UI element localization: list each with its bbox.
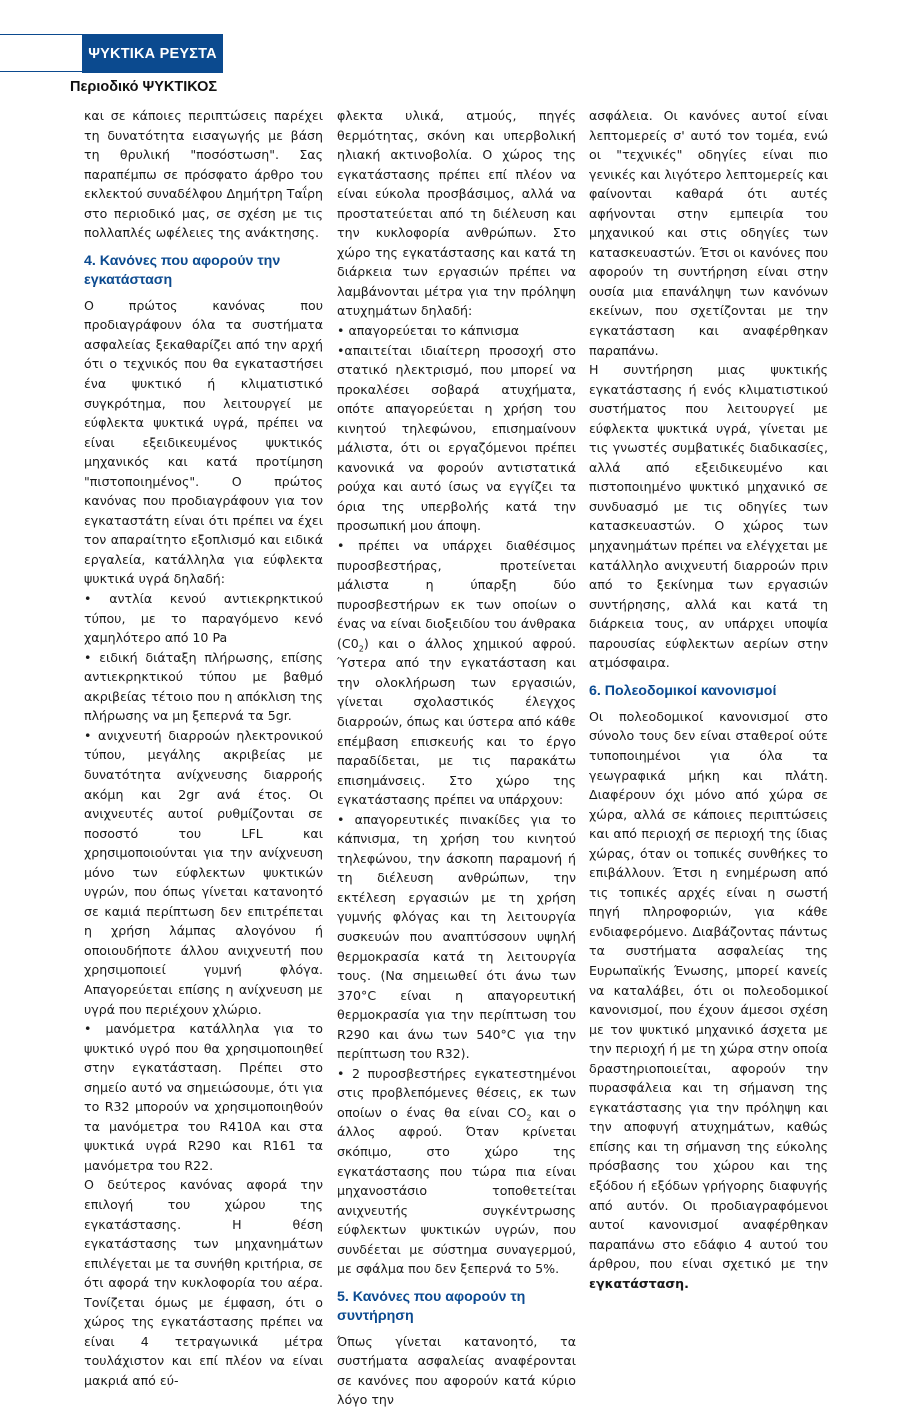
bullet-signs: • απαγορευτικές πινακίδες για το κάπνισμα, τη χρήση του κινητού τηλεφώνου, την άσκοπη παραμονή ή τη διέλευση ανθρώπων, την εκτέλεση εργασιών με τη χρήση γυμνής φλόγας και τη λειτουργία συσκευών που αναπτύσσουν υψηλή θερμοκρασία κατά τη λειτουργία τους. (Να σημειωθεί ότι άνω των 370°C είναι η απαγορευτική θερμοκρασία για την περίπτωση του R290 και άνω των 540°C για την περίπτωση του R32). (337, 810, 576, 1064)
bullet-two-extinguishers (337, 1064, 576, 1279)
bullet-static: •απαιτείται ιδιαίτερη προσοχή στο στατικό ηλεκτρισμό, που μπορεί να προκαλέσει σοβαρά ατυχήματα, οπότε απαγορεύεται η χρήση του κινητού τηλεφώνου, επισημαίνουν μάλιστα, ότι οι εργαζόμενοι πρέπει κανονικά να φορούν αντιστατικά ρούχα και αυτό ίσως να εγγίζει τα όρια της υπερβολής κατά την προσωπική μου άποψη. (337, 342, 576, 534)
paragraph-rule1: Ο πρώτος κανόνας που προδιαγράφουν όλα τα συστήματα ασφαλείας ξεκαθαρίζει από την αρχή ότι ο τεχνικός που θα εγκαταστήσει ένα ψυκτικό ή κλιματιστικό συγκρότημα, που λειτουργεί με εύφλεκτα ψυκτικά υγρά, πρέπει να είναι εξειδικευμένος ψυκτικός μηχανικός και κατά προτίμηση "πιστοποιημένος". Ο πρώτος κανόνας που προδιαγράφουν για τον εγκαταστάτη είναι ότι πρέπει να έχει τον απαραίτητο εξοπλισμό και ειδικά εργαλεία, κατάλληλα για εύφλεκτα ψυκτικά υγρά δηλαδή: (84, 297, 323, 587)
article-column-1 (84, 106, 323, 1390)
bold-text: εγκατάσταση. (589, 1275, 689, 1291)
text: ) και ο άλλος χημικού αφρού. Ύστερα από την εγκατάσταση και την ολοκλήρωση των εργασιών, γίνεται σχολαστικός έλεγχος διαρροών, όπως και ύστερα από κάθε επέμβαση επισκευής και το έργο παραδίδεται, με τις παρακάτω επισημάνσεις. Στο χώρο της εγκατάστασης πρέπει να υπάρχουν: (337, 635, 576, 808)
paragraph-maintenance-2: Η συντήρηση μιας ψυκτικής εγκατάστασης ή ενός κλιματιστικού συστήματος που λειτουργεί με εύφλεκτα ψυκτικά υγρά, γίνεται με τις γνωστές συμβατικές διαδικασίες, αλλά από εξειδικευμένο και πιστοποιημένο ψυκτικό μηχανικό σε συνδυασμό με τις οδηγίες των κατασκευαστών. Ο χώρος των μηχανημάτων πρέπει να ελέγχεται με κατάλληλο ανιχνευτή διαρροών πριν από το ξεκίνημα των εργασιών συντήρησης, αλλά και κατά τη διάρκεια τους, αν υπάρχει υποψία παρουσίας εύφλεκτων αερίων στην ατμόσφαιρα. (589, 362, 828, 671)
section-heading-installation: 4. Κανόνες που αφορούν την εγκατάσταση (84, 252, 281, 288)
text: Οι πολεοδομικοί κανονισμοί στο σύνολο τους δεν είναι σταθεροί ούτε τυποποιημένοι για όλα τα γεωγραφικά μήκη και πλάτη. Διαφέρουν όχι μόνο από χώρα σε χώρα, αλλά σε κάποιες περιπτώσεις και από περιοχή σε περιοχή της ίδιας χώρας, όταν οι τοπικές συνθήκες το επιβάλλουν. Έτσι η ενημέρωση από τις τοπικές αρχές είναι η σωστή πηγή πληροφοριών, για κάθε ενδιαφερόμενο. Διαβάζοντας πάντως τα συστήματα ασφαλείας της Ευρωπαϊκής Ένωσης, μπορεί κανείς να καταλάβει, ότι οι πολεοδομικοί κανονισμοί, που έχουν άμεσοι σχέση με τον ψυκτικό μηχανικό άσχετα με την περιοχή ή με τη χώρα στην οποία δραστηριοποιείται, αφορούν την πυρασφάλεια και τη σήμανση της εγκατάστασης για την πρόληψη και την αποφυγή ατυχημάτων, καθώς επίσης και τη σήμανση της εύκολης πρόσβασης του χώρου και της εξόδου ή εξόδων γρήγορης διαφυγής από αυτόν. Οι προδιαγραφόμενοι αυτοί κανονισμοί αναφέρθηκαν παραπάνω στο εδάφιο 4 αυτού του άρθρου, που είναι σχετικό με την (589, 708, 828, 1272)
section-heading-urban-planning: 6. Πολεοδομικοί κανονισμοί (589, 682, 777, 699)
paragraph-intro: και σε κάποιες περιπτώσεις παρέχει τη δυνατότητα εισαγωγής με βάση τη θρυλική "ποσόστωση". Σας παραπέμπω σε πρόσφατο άρθρο του εκλεκτού συναδέλφου Δημήτρη Ταΐρη στο περιοδικό μας, σε σχέση με τις πολλαπλές ωφέλειες της ανάκτησης. (84, 108, 323, 241)
bullet-leak-detector: • ανιχνευτή διαρροών ηλεκτρονικού τύπου, μεγάλης ακριβείας με δυνατότητα ανίχνευσης διαρροής ακόμη και 2gr ανά έτος. Οι ανιχνευτές αυτοί ρυθμίζονται σε ποσοστό του LFL και χρησιμοποιούνται για την ανίχνευση μόνο των εύφλεκτων ψυκτικών υγρών, που όπως γίνεται κατανοητό σε καμιά περίπτωση δεν επιτρέπεται η χρήση λάμπας αλογόνου ή οποιουδήποτε άλλου ανιχνευτή που χρησιμοποιεί γυμνή φλόγα. Απαγορεύεται επίσης η ανίχνευση με υγρά που περιέχουν χλώριο. (84, 726, 323, 1019)
text: και ο άλλος αφρού. Όταν κρίνεται σκόπιμο, στο χώρο της εγκατάστασης που τώρα πια είναι μηχανοστάσιο τοποθετείται ανιχνευτής συγκέντρωσης εύφλεκτων ψυκτικών υγρών, που συνδέεται με σύστημα συναγερμού, με σφάλμα που δεν ξεπερνά το 5%. (337, 1104, 576, 1277)
bullet-vacuum-pump: • αντλία κενού αντιεκρηκτικού τύπου, με το παραγόμενο κενό χαμηλότερο από 10 Pa (84, 589, 323, 648)
subscript: 2 (526, 1113, 532, 1123)
section-label: ΨΥΚΤΙΚΑ ΡΕΥΣΤΑ (82, 34, 223, 73)
header-rule (0, 34, 84, 72)
section-heading-maintenance: 5. Κανόνες που αφορούν τη συντήρηση (337, 1288, 526, 1324)
text: 2 πυροσβεστήρες εγκατεστημένοι στις προβλεπόμενες θέσεις, εκ των οποίων ο ένας θα είναι CO (337, 1065, 576, 1120)
bullet-gauges: • μανόμετρα κατάλληλα για το ψυκτικό υγρό που θα χρησιμοποιηθεί στην εγκατάσταση. Πρέπει στο σημείο αυτό να σημειώσουμε, ότι για το R32 μπορούν να χρησιμοποιηθούν τα μανόμετρα του R410A και στα ψυκτικά υγρά R290 και R161 τα μανόμετρα του R22. (84, 1019, 323, 1175)
subscript: 2 (358, 644, 364, 654)
article-column-2 (337, 106, 576, 1410)
text: πρέπει να υπάρχει διαθέσιμος πυροσβεστήρας, προτείνεται μάλιστα η ύπαρξη δύο πυροσβεστήρων εκ των οποίων ο ένας να είναι διοξειδίου του άνθρακα (C0 (337, 538, 576, 651)
paragraph-maintenance: Όπως γίνεται κατανοητό, τα συστήματα ασφαλείας αναφέρονται σε κανόνες που αφορούν κατά κύριο λόγο την (337, 1333, 576, 1408)
paragraph-continuation: φλεκτα υλικά, ατμούς, πηγές θερμότητας, σκόνη και υπερβολική ηλιακή ακτινοβολία. Ο χώρος της εγκατάστασης πρέπει επί πλέον να είναι εύκολα προσβάσιμος, αλλά να προστατεύεται από τη διέλευση και την κυκλοφορία ανθρώπων. Στο χώρο της εγκατάστασης και κατά τη διάρκεια των εργασιών πρέπει να λαμβάνονται μέτρα για την πρόληψη ατυχημάτων δηλαδή: (337, 108, 576, 319)
article-column-3 (589, 106, 828, 1293)
paragraph-rule2: Ο δεύτερος κανόνας αφορά την επιλογή του χώρου της εγκατάστασης. Η θέση εγκατάστασης των μηχανημάτων επιλέγεται με τα συνήθη κριτήρια, σε ότι αφορά την κυκλοφορία του αέρα. Τονίζεται όμως με έμφαση, ότι ο χώρος της εγκατάστασης πρέπει να είναι 4 τετραγωνικά μέτρα τουλάχιστον και επί πλέον να είναι μακριά από εύ- (84, 1177, 323, 1388)
bullet-extinguisher (337, 536, 576, 810)
magazine-title: Περιοδικό ΨΥΚΤΙΚΟΣ (70, 79, 218, 95)
paragraph-continuation: ασφάλεια. Οι κανόνες αυτοί είναι λεπτομερείς σ' αυτό τον τομέα, ενώ οι "τεχνικές" οδηγίες είναι πιο γενικές και λιγότερο λεπτομερείς και φαίνονται καθαρά ότι αυτές αφήνονται στην εμπειρία του μηχανικού και στις οδηγίες των κατασκευαστών. Έτσι οι κανόνες που αφορούν τη συντήρηση είναι στην ουσία μια επανάληψη των κανόνων εκείνων, που σχετίζονται με την εγκατάσταση και αναφέρθηκαν παραπάνω. (589, 108, 828, 358)
bullet-no-smoking: • απαγορεύεται το κάπνισμα (337, 321, 576, 341)
bullet-charging-device: • ειδική διάταξη πλήρωσης, επίσης αντιεκρηκτικού τύπου με βαθμό ακριβείας τέτοιο που η απόκλιση της πλήρωσης να μη ξεπερνά τα 5gr. (84, 648, 323, 726)
paragraph-urban-planning (589, 707, 828, 1293)
